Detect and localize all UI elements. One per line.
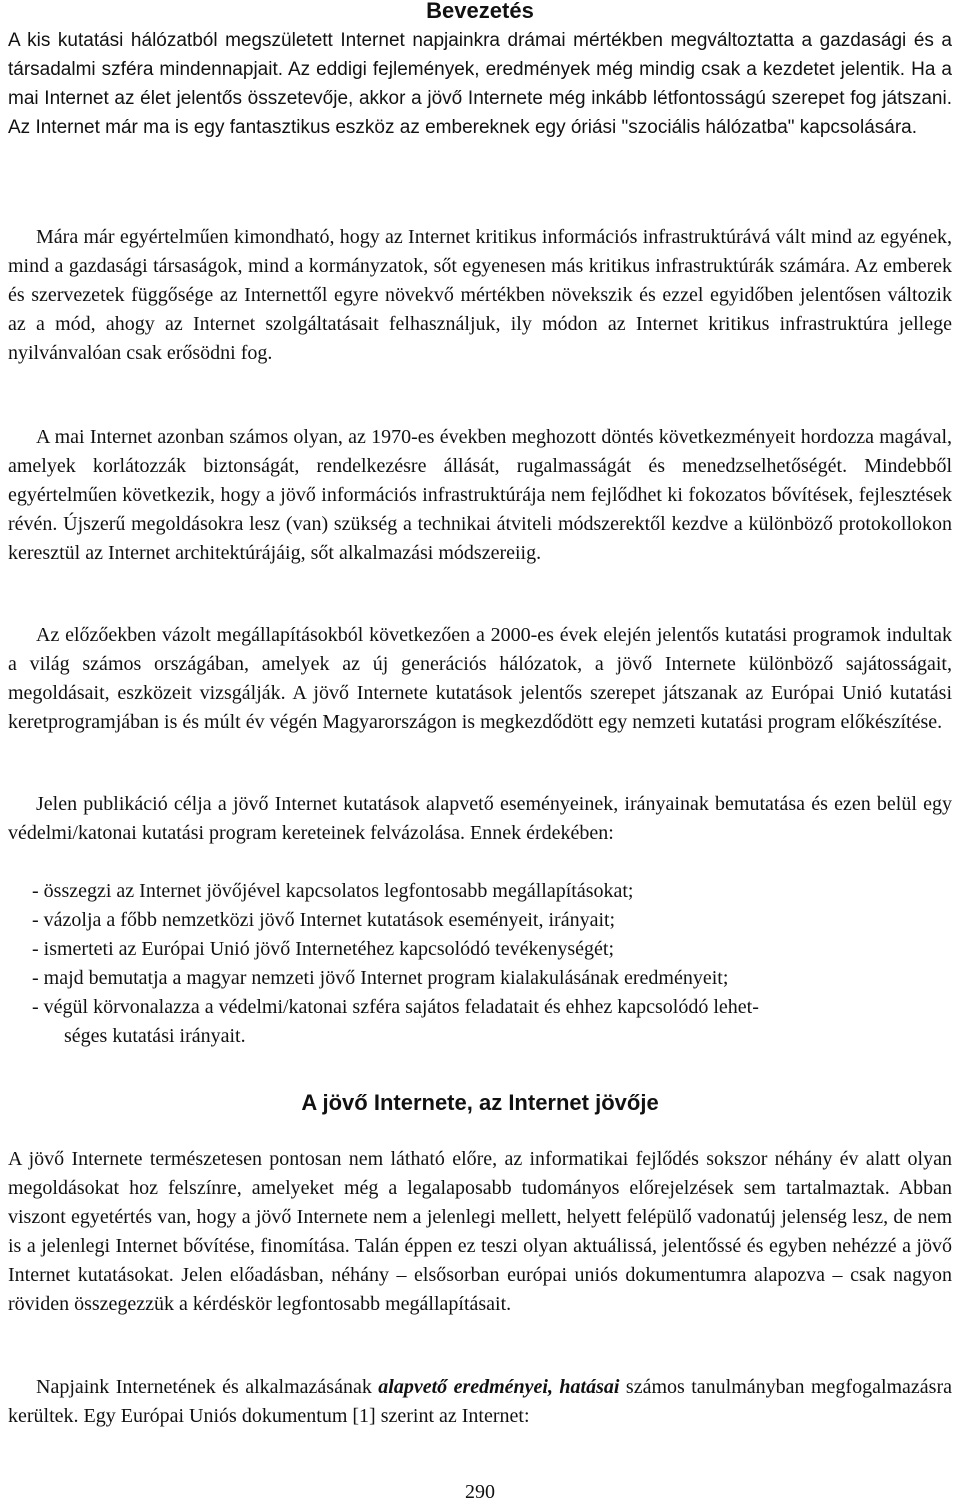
intro-sentence-1: A kis kutatási hálózatból megszületett Internet napjainkra drámai mértékben megváltoztatta a gazdasági és a társadalmi szféra mindennapjait. Az eddigi fejlemények, eredmények még mindig csak a kezdetet jelentik. [8, 30, 952, 80]
section-heading-bevezetes: Bevezetés [426, 0, 534, 23]
list-item: - összegzi az Internet jövőjével kapcsolatos legfontosabb megállapításokat; [32, 880, 634, 902]
emphasized-phrase: alapvető eredményei, hatásai [378, 1376, 620, 1398]
list-item: - ismerteti az Európai Unió jövő Internetéhez kapcsolódó tevékenységét; [32, 938, 615, 960]
list-item: - vázolja a főbb nemzetközi jövő Internet kutatások eseményeit, irányait; [32, 909, 616, 931]
section2-p2-after: számos tanulmányban megfogalmazásra kerültek. Egy Európai Uniós dokumentum [1] szerint az Internet: [8, 1376, 953, 1427]
page-number: 290 [465, 1481, 495, 1503]
section-heading-jovo-internete: A jövő Internete, az Internet jövője [301, 1090, 659, 1115]
list-item-line-1: - végül körvonalazza a védelmi/katonai szféra sajátos feladatait és ehhez kapcsolódó lehet- [32, 996, 759, 1018]
section2-paragraph-2 [8, 1373, 952, 1431]
list-item-line-2: séges kutatási irányait. [64, 1025, 246, 1047]
paragraph-3: A mai Internet azonban számos olyan, az 1970-es években meghozott döntés következményeit hordozza magával, amelyek korlátozzák biztonságát, rendelkezésre állását, rugalmasságát és menedzselhetőségét. Mindebből egyértelműen következik, hogy a jövő információs infrastruktúrája nem fejlődhet ki fokozatos bővítések, fejlesztések révén. Újszerű megoldásokra lesz (van) szükség a technikai átviteli módszerektől kezdve a különböző protokollokon keresztül az Internet architektúrájáig, sőt alkalmazási módszereiig. [8, 426, 952, 564]
paragraph-2: Mára már egyértelműen kimondható, hogy az Internet kritikus információs infrastruktúrává vált mind az egyének, mind a gazdasági társaságok, mind a kormányzatok, sőt egyenesen más kritikus infrastruktúrák számára. Az emberek és szervezetek függősége az Internettől egyre növekvő mértékben növekszik és ezzel egyidőben jelentősen változik az a mód, ahogy az Internet szolgáltatásait felhasználjuk, ily módon az Internet kritikus infrastruktúra jellege nyilvánvalóan csak erősödni fog. [8, 226, 952, 364]
intro-paragraph [8, 26, 952, 142]
list-item: - majd bemutatja a magyar nemzeti jövő Internet program kialakulásának eredményeit; [32, 967, 729, 989]
section2-paragraph-1: A jövő Internete természetesen pontosan nem látható előre, az informatikai fejlődés sokszor néhány év alatt olyan megoldásokat hoz felszínre, amelyeket még a legalaposabb tudományos előrejelzések sem tartalmaztak. Abban viszont egyetértés van, hogy a jövő Internete nem a jelenlegi mellett, helyett felépülő vadonatúj jelenség lesz, de nem is a jelenlegi Internet bővítése, finomítása. Talán éppen ez teszi olyan aktuálissá, jelentőssé és egyben nehézzé a jövő Internet kutatásokat. Jelen előadásban, néhány – elsősorban európai uniós dokumentumra alapozva – csak nagyon röviden összegezzük a kérdéskör legfontosabb megállapításait. [8, 1148, 952, 1315]
paragraph-5: Jelen publikáció célja a jövő Internet kutatások alapvető eseményeinek, irányainak bemutatása és ezen belül egy védelmi/katonai kutatási program kereteinek felvázolása. Ennek érdekében: [8, 793, 952, 844]
section2-p2-before: Napjaink Internetének és alkalmazásának [36, 1376, 379, 1398]
paragraph-4: Az előzőekben vázolt megállapításokból következően a 2000-es évek elején jelentős kutatási programok indultak a világ számos országában, amelyek az új generációs hálózatok, a jövő Internete különböző sajátosságait, megoldásait, eszközeit vizsgálják. A jövő Internete kutatások jelentős szerepet játszanak az Európai Unió kutatási keretprogramjában is és múlt év végén Magyarországon is megkezdődött egy nemzeti kutatási program előkészítése. [8, 624, 952, 733]
intro-sentence-2: Ha a mai Internet az élet jelentős összetevője, akkor a jövő Internete még inkább létfontosságú szerepet fog játszani. Az Internet már ma is egy fantasztikus eszköz az embereknek egy óriási "szociális hálózatba" kapcsolására. [8, 59, 953, 138]
objectives-list [32, 877, 952, 1051]
list-item [32, 993, 952, 1051]
